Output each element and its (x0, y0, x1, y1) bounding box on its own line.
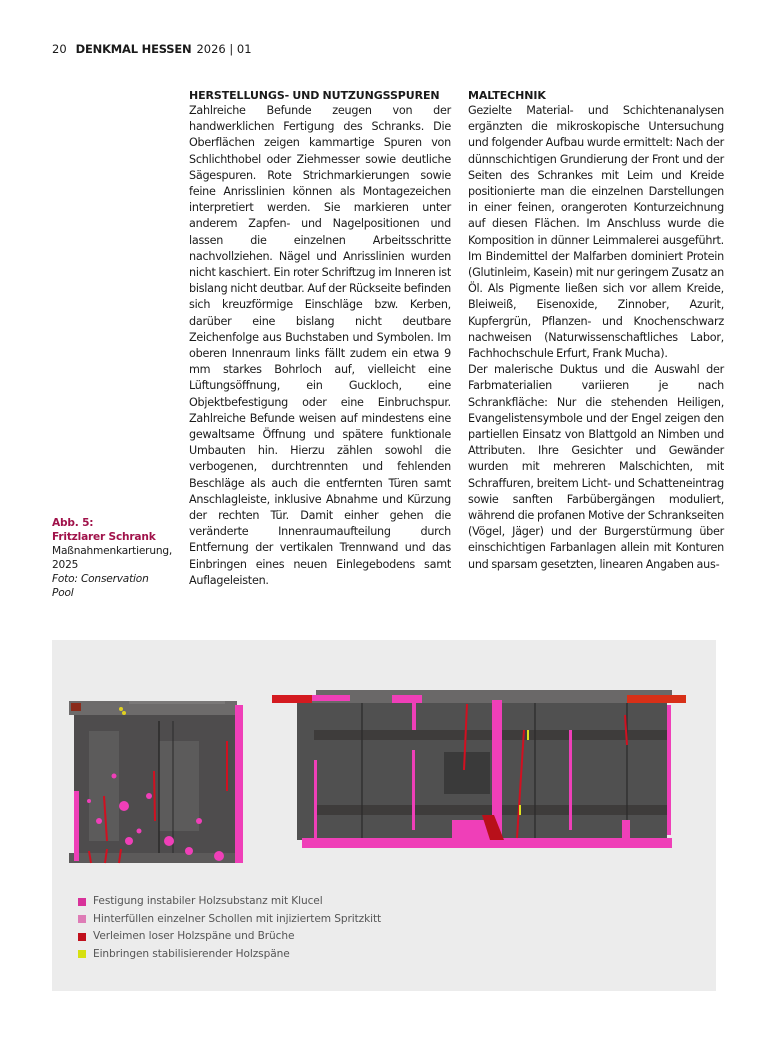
legend-swatch-icon (78, 915, 86, 923)
legend-label: Festigung instabiler Holzsubstanz mit Klucel (93, 895, 323, 907)
cabinet-side-image (69, 701, 245, 865)
body-text: Zahlreiche Befunde zeugen von der handwerklichen Fertigung des Schranks. Die Oberflächen zeigen kammartige Spuren von Schlichthobel oder Ziehmesser sowie deutliche Sägespuren. Rote Strichmarkierungen sowie feine Anrisslinien können als Montagezeichen interpretiert werden. Sie markieren unter anderem Zapfen- und Nagelpositionen und lassen die einzelnen Arbeitsschritte nachvollziehen. Nägel und Anrisslinien wurden nicht kaschiert. Ein roter Schriftzug im Inneren ist bislang nicht deutbar. Auf der Rückseite befinden sich kreuzförmige Einschläge bzw. Kerben, darüber eine bislang nicht deutbare Zeichenfolge aus Buchstaben und Symbolen. Im oberen Innenraum links fällt zudem ein etwa 9 mm starkes Bohrloch auf, vielleicht eine Lüftungsöffnung, ein Guckloch, eine Objektbefestigung oder eine Einbruchspur. Zahlreiche Befunde weisen auf mindestens eine gewaltsame Öffnung und spätere funktionale Umbauten hin. Hierzu zählen sowohl die verbogenen, durchtrennten und fehlenden Beschläge als auch die entfernten Türen samt Anschlagleiste, inklusive Abnahme und Kürzung der rechten Tür. Damit einher gehen die veränderte Innenraumaufteilung durch Entfernung der vertikalen Trennwand und das Einbringen eines neuen Einlegebodens samt Auflageleisten. (189, 104, 451, 587)
figure-caption (52, 516, 173, 600)
section-heading: MALTECHNIK (468, 89, 546, 102)
page-number: 20 (52, 42, 67, 56)
cabinet-front-image (272, 690, 686, 850)
legend-swatch-icon (78, 898, 86, 906)
section-heading: HERSTELLUNGS- UND NUTZUNGSSPUREN (189, 89, 440, 102)
figure-legend (78, 893, 381, 963)
column-herstellungsspuren (189, 88, 451, 589)
legend-item-einbringen (78, 946, 381, 964)
body-text: Gezielte Material- und Schichtenanalysen ergänzten die mikroskopische Untersuchung und folgender Aufbau wurde ermittelt: Nach der dünnschichtigen Grundierung der Front und der Seiten des Schrankes mit Leim und Kreide positionierte man die einzelnen Darstellungen in einer feinen, orangeroten Konturzeichnung auf diesen Flächen. Im Anschluss wurde die Komposition in dünner Leimmalerei ausgeführt. Im Bindemittel der Malfarben dominiert Protein (Glutinleim, Kasein) mit nur geringem Zusatz an Öl. Als Pigmente ließen sich vor allem Kreide, Bleiweiß, Eisenoxide, Zinnober, Azurit, Kupfergrün, Pflanzen- und Knochenschwarz nachweisen (Naturwissenschaftliches Labor, Fachhochschule Erfurt, Frank Mucha). (468, 104, 724, 361)
caption-description: Maßnahmenkartierung, 2025 (52, 545, 173, 571)
caption-label: Abb. 5: (52, 517, 94, 529)
legend-label: Einbringen stabilisierender Holzspäne (93, 947, 290, 960)
legend-label: Verleimen loser Holzspäne und Brüche (93, 930, 295, 942)
legend-item-verleimen (78, 928, 381, 946)
running-head (52, 42, 252, 56)
legend-item-hinterfuellen (78, 911, 381, 929)
legend-label: Hinterfüllen einzelner Schollen mit injiziertem Spritzkitt (93, 912, 382, 925)
body-text: Der malerische Duktus und die Auswahl der Farbmaterialien variieren je nach Schrankfläche: Nur die stehenden Heiligen, Evangelistensymbole und der Engel zeigen den partiellen Einsatz von Blattgold an Nimben und Attributen. Ihre Gesichter und Gewänder wurden mit mehreren Malschichten, mit Schraffuren, breitem Licht- und Schatteneintrag sowie sanften Farbübergängen moduliert, während die profanen Motive der Schrankseiten (Vögel, Jäger) und der Burgerstürmung über einschichtigen Farbanlagen allein mit Konturen und sparsam gesetzten, linearen Angaben aus- (468, 363, 724, 571)
caption-credit: Foto: Conservation Pool (52, 573, 149, 599)
legend-item-festigung (78, 893, 381, 911)
caption-title: Fritzlarer Schrank (52, 531, 156, 543)
issue-number: 2026 | 01 (196, 42, 252, 56)
magazine-title: DENKMAL HESSEN (75, 42, 192, 56)
legend-swatch-icon (78, 933, 86, 941)
figure-treatment-map (52, 640, 716, 991)
legend-swatch-icon (78, 950, 86, 958)
column-maltechnik (468, 88, 724, 573)
